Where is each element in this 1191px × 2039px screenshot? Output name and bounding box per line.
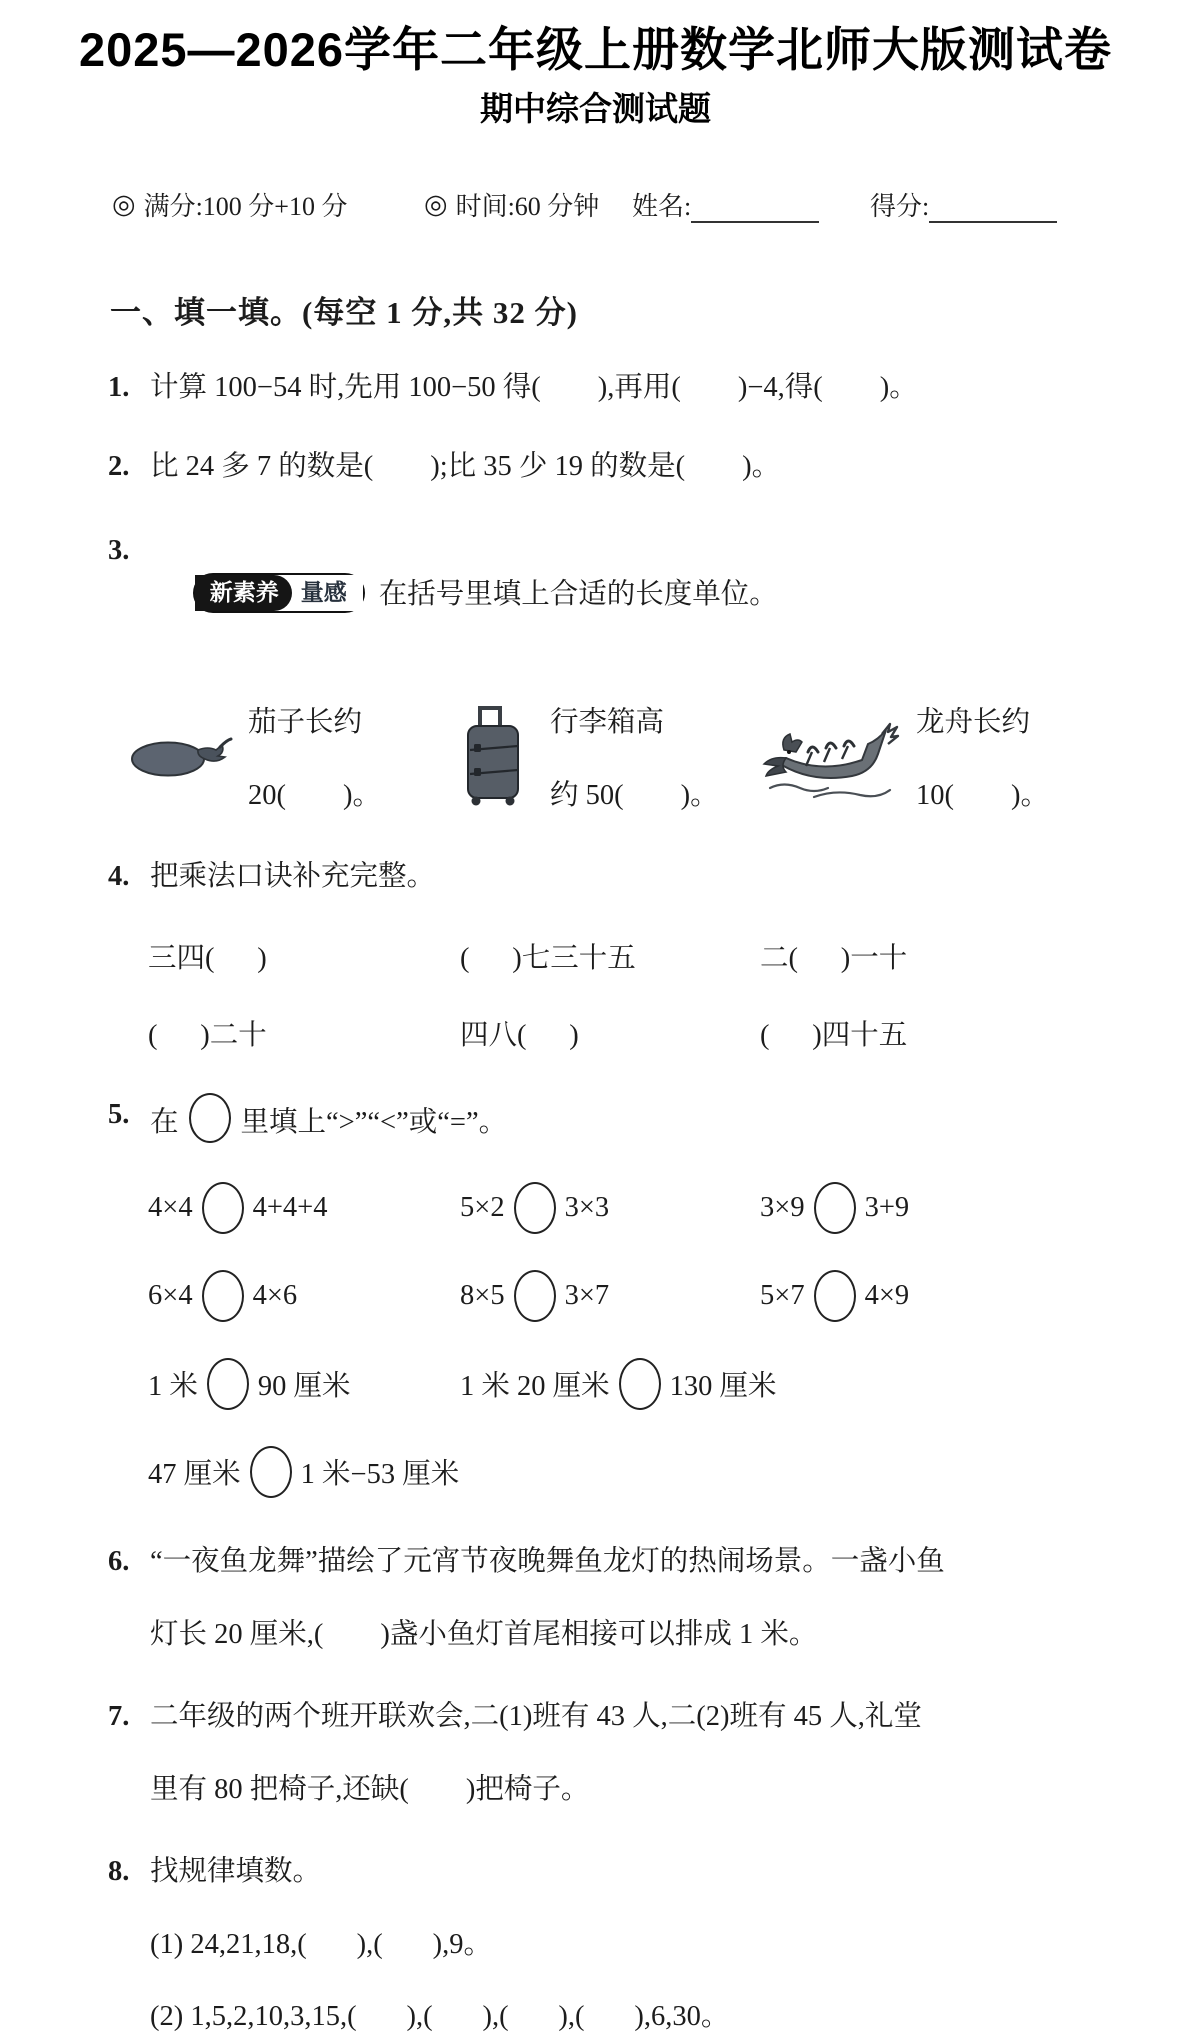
badge-new-literacy-label: 新素养 bbox=[195, 575, 292, 611]
right-expression: 3+9 bbox=[864, 1191, 910, 1223]
dragon-boat-icon bbox=[756, 704, 902, 809]
rhyme-blank: 二( )一十 bbox=[760, 943, 908, 975]
question-text-line1: “一夜鱼龙舞”描绘了元宵节夜晚舞鱼龙灯的热闹场景。一盏小鱼 bbox=[150, 1545, 945, 1577]
badge-quantity-sense-label: 量感 bbox=[292, 575, 363, 611]
rhyme-blank: ( )四十五 bbox=[760, 1020, 908, 1052]
question-number: 5. bbox=[108, 1099, 130, 1131]
dragon-boat-text bbox=[916, 699, 1049, 813]
page-subtitle: 期中综合测试题 bbox=[480, 90, 711, 128]
left-expression: 8×5 bbox=[460, 1279, 505, 1311]
question-text bbox=[150, 1093, 1133, 1145]
compare-circle bbox=[202, 1182, 244, 1234]
compare-circle bbox=[207, 1358, 249, 1410]
question-text: 比 24 多 7 的数是( );比 35 少 19 的数是( )。 bbox=[150, 450, 781, 482]
compare-circle bbox=[619, 1358, 661, 1410]
left-expression: 47 厘米 bbox=[148, 1459, 241, 1491]
right-expression: 90 厘米 bbox=[257, 1371, 351, 1403]
suitcase-blank: 约 50( )。 bbox=[550, 780, 719, 812]
compare-circle bbox=[189, 1093, 231, 1143]
dragon-boat-caption: 龙舟长约 bbox=[916, 707, 1031, 739]
right-expression: 1 米−53 厘米 bbox=[300, 1459, 460, 1491]
left-expression: 3×9 bbox=[760, 1191, 805, 1223]
left-expression: 5×2 bbox=[460, 1191, 505, 1223]
page-title: 2025—2026学年二年级上册数学北师大版测试卷 bbox=[78, 23, 1113, 76]
left-expression: 6×4 bbox=[148, 1279, 193, 1311]
eggplant-item bbox=[128, 699, 460, 813]
question-text-line1: 二年级的两个班开联欢会,二(1)班有 43 人,二(2)班有 45 人,礼堂 bbox=[150, 1700, 922, 1732]
right-expression: 130 厘米 bbox=[669, 1371, 777, 1403]
left-expression: 4×4 bbox=[148, 1191, 193, 1223]
question-text bbox=[150, 529, 1133, 662]
comparison-cell bbox=[148, 1446, 459, 1498]
question-number: 1. bbox=[108, 372, 130, 404]
pattern-sequence-2: (2) 1,5,2,10,3,15,( ),( ),( ),( ),6,30。 bbox=[150, 2001, 730, 2033]
dragon-boat-blank: 10( )。 bbox=[916, 780, 1049, 812]
suitcase-item bbox=[460, 699, 756, 813]
meta-row bbox=[112, 186, 1131, 223]
bullseye-icon: ◎ bbox=[424, 189, 448, 220]
compare-circle bbox=[814, 1182, 856, 1234]
eggplant-text bbox=[248, 699, 381, 813]
comparison-cell bbox=[460, 1270, 609, 1322]
question-number: 2. bbox=[108, 450, 130, 482]
right-expression: 3×7 bbox=[564, 1279, 610, 1311]
name-label: 姓名: bbox=[632, 192, 692, 222]
question-text-after-circle: 里填上“>”“<”或“=”。 bbox=[240, 1107, 508, 1139]
question-text: 计算 100−54 时,先用 100−50 得( ),再用( )−4,得( )。 bbox=[150, 372, 918, 404]
right-expression: 4+4+4 bbox=[252, 1191, 328, 1223]
comparison-row bbox=[148, 1446, 1151, 1498]
question-text-before-circle: 在 bbox=[150, 1107, 179, 1139]
comparison-cell bbox=[460, 1358, 777, 1410]
pattern-sequence-1: (1) 24,21,18,( ),( ),9。 bbox=[150, 1928, 492, 1960]
question-number: 8. bbox=[108, 1855, 130, 1887]
left-expression: 1 米 20 厘米 bbox=[460, 1371, 610, 1403]
question-number: 7. bbox=[108, 1700, 130, 1732]
comparison-cell bbox=[148, 1270, 297, 1322]
question-text: 找规律填数。 bbox=[150, 1855, 322, 1887]
compare-circle bbox=[814, 1270, 856, 1322]
full-score-label: 满分:100 分+10 分 bbox=[143, 192, 348, 222]
name-item bbox=[632, 186, 870, 223]
right-expression: 4×6 bbox=[252, 1279, 298, 1311]
name-blank-line bbox=[691, 193, 819, 223]
comparison-row bbox=[148, 1270, 1151, 1322]
comparison-cell bbox=[148, 1358, 351, 1410]
question-text-after-badge: 在括号里填上合适的长度单位。 bbox=[378, 578, 778, 610]
rhyme-blank: ( )二十 bbox=[148, 1020, 267, 1052]
compare-circle bbox=[514, 1270, 556, 1322]
question-number: 4. bbox=[108, 861, 130, 893]
dragon-boat-item bbox=[756, 699, 1151, 813]
suitcase-icon bbox=[460, 700, 526, 813]
comparison-cell bbox=[460, 1182, 609, 1234]
comparison-row bbox=[148, 1182, 1151, 1234]
question-6 bbox=[108, 1540, 1133, 1584]
suitcase-caption: 行李箱高 bbox=[550, 707, 665, 739]
comparison-cell bbox=[760, 1182, 909, 1234]
comparison-cell bbox=[760, 1270, 909, 1322]
eggplant-blank: 20( )。 bbox=[248, 780, 381, 812]
question-text: 把乘法口诀补充完整。 bbox=[150, 861, 436, 893]
compare-circle bbox=[250, 1446, 292, 1498]
time-item bbox=[424, 186, 632, 223]
question-5 bbox=[108, 1093, 1133, 1145]
question-7-line2: 里有 80 把椅子,还缺( )把椅子。 bbox=[150, 1773, 590, 1805]
question-3 bbox=[108, 529, 1133, 662]
comparison-row bbox=[148, 1358, 1151, 1410]
competency-badge bbox=[193, 573, 365, 613]
comparison-cell bbox=[148, 1182, 327, 1234]
bullseye-icon: ◎ bbox=[112, 189, 136, 220]
right-expression: 4×9 bbox=[864, 1279, 910, 1311]
multiplication-rhyme-row bbox=[148, 1012, 1151, 1053]
rhyme-blank: 三四( ) bbox=[148, 943, 267, 975]
question-4 bbox=[108, 855, 1133, 899]
rhyme-blank: 四八( ) bbox=[460, 1020, 579, 1052]
compare-circle bbox=[514, 1182, 556, 1234]
grade-item bbox=[870, 186, 1057, 223]
question-2 bbox=[108, 445, 1133, 489]
question-8 bbox=[108, 1850, 1133, 1894]
question-6-line2: 灯长 20 厘米,( )盏小鱼灯首尾相接可以排成 1 米。 bbox=[150, 1618, 818, 1650]
question-1 bbox=[108, 366, 1133, 410]
right-expression: 3×3 bbox=[564, 1191, 610, 1223]
eggplant-icon bbox=[128, 723, 234, 790]
left-expression: 5×7 bbox=[760, 1279, 805, 1311]
suitcase-text bbox=[550, 699, 719, 813]
time-label: 时间:60 分钟 bbox=[455, 192, 600, 222]
grade-label: 得分: bbox=[870, 192, 930, 222]
grade-blank-line bbox=[929, 193, 1057, 223]
multiplication-rhyme-row bbox=[148, 935, 1151, 976]
question-7 bbox=[108, 1695, 1133, 1739]
full-score-item bbox=[112, 186, 424, 223]
compare-circle bbox=[202, 1270, 244, 1322]
eggplant-caption: 茄子长约 bbox=[248, 707, 363, 739]
length-unit-items bbox=[128, 699, 1151, 813]
left-expression: 1 米 bbox=[148, 1371, 198, 1403]
question-number: 6. bbox=[108, 1545, 130, 1577]
question-number: 3. bbox=[108, 534, 130, 566]
section-heading: 一、填一填。(每空 1 分,共 32 分) bbox=[110, 295, 578, 331]
rhyme-blank: ( )七三十五 bbox=[460, 943, 636, 975]
